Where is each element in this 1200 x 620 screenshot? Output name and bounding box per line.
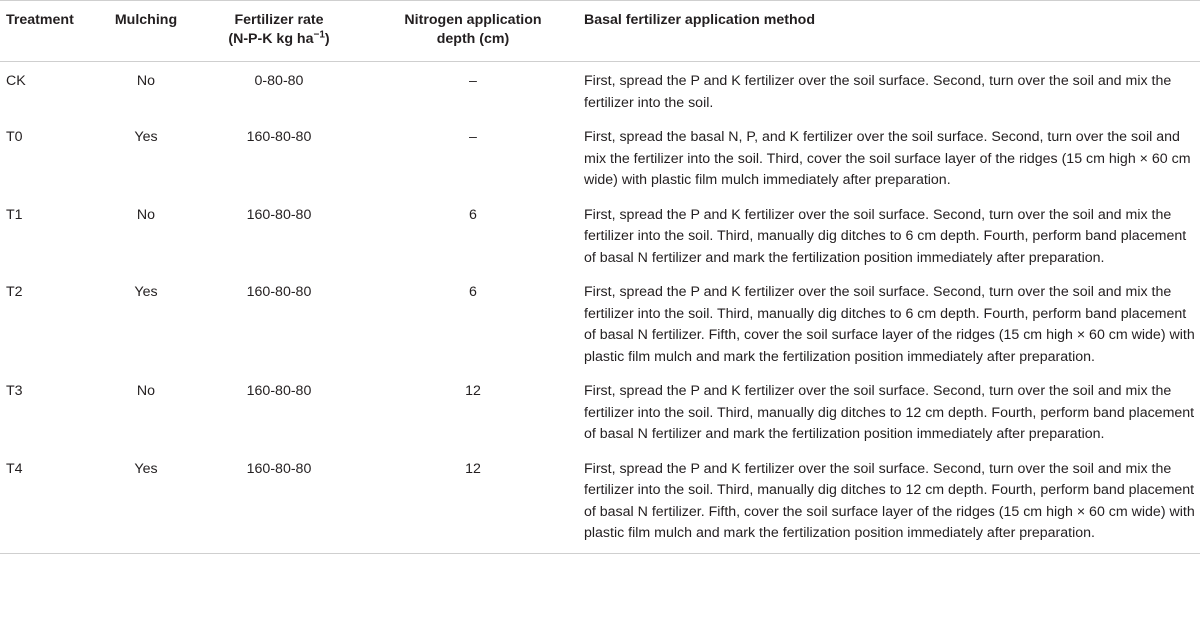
cell-rate: 160-80-80	[246, 206, 312, 223]
cell-treatment: T3	[6, 383, 23, 399]
cell-method: First, spread the P and K fertilizer over the soil surface. Second, turn over the soil and mix the fertilizer into the soil.	[584, 73, 1172, 111]
header-fertilizer-rate-line1: Fertilizer rate	[234, 12, 324, 28]
cell-depth: –	[469, 129, 477, 145]
cell-treatment: T4	[0, 450, 102, 554]
header-fertilizer-rate-sup: −1	[313, 29, 325, 41]
header-row	[0, 1, 1200, 62]
cell-rate: 0-80-80	[254, 73, 304, 89]
cell-depth: 12	[465, 383, 481, 399]
cell-mulching: Yes	[102, 450, 190, 554]
cell-treatment: T0	[6, 129, 23, 145]
cell-depth: 6	[469, 206, 477, 223]
table-row	[0, 118, 1200, 196]
header-treatment: Treatment	[0, 1, 102, 62]
cell-mulching: No	[136, 73, 156, 89]
cell-mulching: Yes	[134, 129, 158, 145]
cell-mulching: No	[136, 206, 156, 223]
header-fertilizer-rate-close: )	[324, 31, 330, 47]
cell-depth: –	[469, 73, 477, 89]
cell-treatment: T1	[6, 206, 23, 223]
header-nitrogen-depth	[368, 1, 578, 62]
table-row	[0, 372, 1200, 450]
cell-method: First, spread the P and K fertilizer over the soil surface. Second, turn over the soil and mix the fertilizer into the soil. Third, manually dig ditches to 6 cm depth. Fourth, perform band placement of basal N fertilizer and mark the fertilization position immediately after preparation.	[584, 206, 1187, 266]
cell-depth: 12	[368, 450, 578, 554]
header-nitrogen-depth-line2: depth (cm)	[436, 31, 510, 47]
table-body	[0, 62, 1200, 554]
table-row	[0, 450, 1200, 554]
header-mulching: Mulching	[102, 1, 190, 62]
cell-rate: 160-80-80	[246, 383, 312, 399]
cell-mulching: No	[136, 383, 156, 399]
table-row	[0, 62, 1200, 119]
cell-method: First, spread the basal N, P, and K fertilizer over the soil surface. Second, turn over the soil and mix the fertilizer into the soil. Third, cover the soil surface layer of the ridges (15 cm high × 60 cm wide) with plastic film mulch immediately after preparation.	[584, 129, 1191, 188]
cell-method: First, spread the P and K fertilizer over the soil surface. Second, turn over the soil and mix the fertilizer into the soil. Third, manually dig ditches to 12 cm depth. Fourth, perform band placement of basal N fertilizer and mark the fertilization position immediately after preparation.	[584, 383, 1195, 442]
table-row	[0, 273, 1200, 372]
table-header	[0, 1, 1200, 62]
header-fertilizer-rate	[190, 1, 368, 62]
cell-method: First, spread the P and K fertilizer over the soil surface. Second, turn over the soil and mix the fertilizer into the soil. Third, manually dig ditches to 12 cm depth. Fourth, perform band placement of basal N fertilizer. Fifth, cover the soil surface layer of the ridges (15 cm high × 60 cm wide) with plastic film mulch and mark the fertilization position immediately after preparation.	[578, 450, 1200, 554]
cell-depth: 6	[469, 284, 477, 300]
cell-treatment: T2	[6, 284, 23, 300]
cell-treatment: CK	[6, 73, 26, 89]
cell-mulching: Yes	[134, 284, 158, 300]
cell-rate: 160-80-80	[246, 284, 312, 300]
header-method: Basal fertilizer application method	[578, 1, 1200, 62]
cell-rate: 160-80-80	[190, 450, 368, 554]
cell-method: First, spread the P and K fertilizer over the soil surface. Second, turn over the soil and mix the fertilizer into the soil. Third, manually dig ditches to 6 cm depth. Fourth, perform band placement of basal N fertilizer. Fifth, cover the soil surface layer of the ridges (15 cm high × 60 cm wide) with plastic film mulch and mark the fertilization position immediately after preparation.	[584, 284, 1195, 365]
table-row	[0, 196, 1200, 274]
header-fertilizer-rate-line2: (N-P-K kg ha	[228, 31, 314, 47]
header-nitrogen-depth-line1: Nitrogen application	[404, 12, 542, 28]
cell-rate: 160-80-80	[246, 129, 312, 145]
